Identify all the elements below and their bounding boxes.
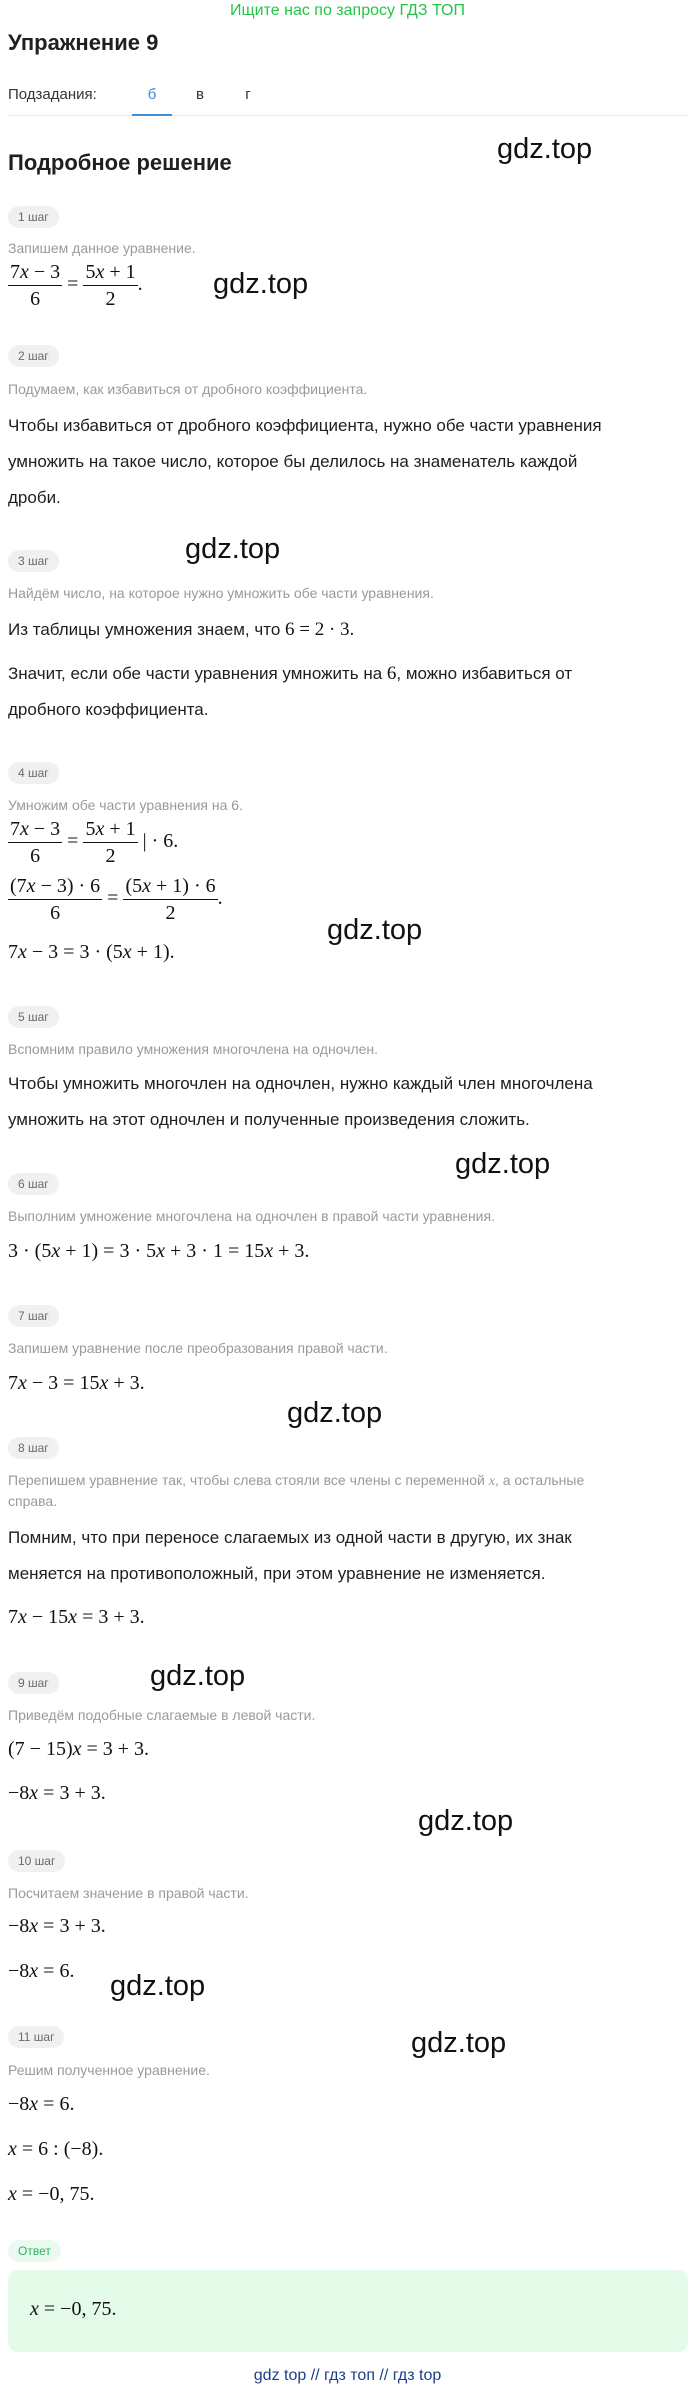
watermark: gdz.top xyxy=(455,1148,551,1180)
step-badge: 7 шаг xyxy=(8,1305,59,1327)
step-note-part: , а остальные xyxy=(494,1472,585,1488)
watermark: gdz.top xyxy=(418,1805,514,1837)
watermark: gdz.top xyxy=(411,2027,507,2059)
step-badge: 10 шаг xyxy=(8,1850,65,1872)
step-text: дроби. xyxy=(8,488,61,507)
watermark: gdz.top xyxy=(213,268,309,300)
equation: 3 · (5x + 1) = 3 · 5x + 3 · 1 = 15x + 3. xyxy=(8,1240,310,1262)
tab-g[interactable]: г xyxy=(245,86,251,103)
step-text: Помним, что при переносе слагаемых из одной части в другую, их знак xyxy=(8,1528,572,1547)
step-badge: 8 шаг xyxy=(8,1437,59,1459)
step-note: Найдём число, на которое нужно умножить обе части уравнения. xyxy=(8,585,434,601)
step-badge: 9 шаг xyxy=(8,1672,59,1694)
step-note: Умножим обе части уравнения на 6. xyxy=(8,797,243,813)
watermark: gdz.top xyxy=(497,133,593,165)
subtasks-label: Подзадания: xyxy=(8,86,97,103)
step-note: Вспомним правило умножения многочлена на одночлен. xyxy=(8,1041,379,1057)
step-badge: 2 шаг xyxy=(8,345,59,367)
equation: (7 − 15)x = 3 + 3. xyxy=(8,1738,150,1760)
answer-badge: Ответ xyxy=(8,2240,61,2262)
equation: $\frac{7x - 3}{6}$ = $\frac{5x + 1}{2}$ | · 6. xyxy=(10,818,179,867)
step-note: справа. xyxy=(8,1493,58,1509)
step-note: Решим полученное уравнение. xyxy=(8,2062,210,2078)
step-note: Запишем уравнение после преобразования правой части. xyxy=(8,1340,388,1356)
watermark: gdz.top xyxy=(287,1397,383,1429)
equation: −8x = 6. xyxy=(8,2093,75,2115)
step-note: Посчитаем значение в правой части. xyxy=(8,1885,249,1901)
answer-box xyxy=(8,2270,688,2352)
step-badge: 3 шаг xyxy=(8,550,59,572)
step-note-part: Перепишем уравнение так, чтобы слева стояли все члены с переменной xyxy=(8,1472,485,1488)
page-title: Упражнение 9 xyxy=(8,30,159,55)
watermark: gdz.top xyxy=(327,914,423,946)
step-note: Выполним умножение многочлена на одночлен в правой части уравнения. xyxy=(8,1208,495,1224)
watermark: gdz.top xyxy=(150,1660,246,1692)
subtasks-bar xyxy=(8,82,688,116)
step-text: Значит, если обе части уравнения умножить на 6, можно избавиться от xyxy=(8,663,573,684)
step-text: дробного коэффициента. xyxy=(8,700,209,719)
equation: 7x − 3 = 3 · (5x + 1). xyxy=(8,941,175,963)
step-text: Из таблицы умножения знаем, что 6 = 2 · 3. xyxy=(8,619,355,640)
step-text-part: , можно избавиться от xyxy=(396,664,573,683)
step-note: Приведём подобные слагаемые в левой части. xyxy=(8,1707,316,1723)
step-badge: 6 шаг xyxy=(8,1173,59,1195)
equation: x = 6 : (−8). xyxy=(8,2138,104,2160)
equation: −8x = 3 + 3. xyxy=(8,1782,106,1804)
tab-b[interactable]: б xyxy=(132,86,172,116)
step-text: меняется на противоположный, при этом уравнение не изменяется. xyxy=(8,1564,546,1583)
step-badge: 4 шаг xyxy=(8,762,59,784)
step-badge: 5 шаг xyxy=(8,1006,59,1028)
equation: 7x − 15x = 3 + 3. xyxy=(8,1606,145,1628)
step-text: Чтобы умножить многочлен на одночлен, нужно каждый член многочлена xyxy=(8,1074,593,1093)
footer-links[interactable]: gdz top // гдз топ // гдз top xyxy=(253,2367,442,2384)
step-note: Перепишем уравнение так, чтобы слева стояли все члены с переменной x, а остальные xyxy=(8,1472,585,1489)
step-text-part: Из таблицы умножения знаем, что xyxy=(8,620,281,639)
step-text-part: Значит, если обе части уравнения умножить на xyxy=(8,664,383,683)
step-text: умножить на этот одночлен и полученные произведения сложить. xyxy=(8,1110,530,1129)
equation: 7x − 3 = 15x + 3. xyxy=(8,1372,145,1394)
step-badge: 1 шаг xyxy=(8,206,59,228)
step-text: умножить на такое число, которое бы делилось на знаменатель каждой xyxy=(8,452,578,471)
step-text: Чтобы избавиться от дробного коэффициента, нужно обе части уравнения xyxy=(8,416,602,435)
step-note: Подумаем, как избавиться от дробного коэффициента. xyxy=(8,381,368,397)
step-badge: 11 шаг xyxy=(8,2026,64,2048)
equation: $\frac{(7x - 3) \cdot 6}{6}$ = $\frac{(5x + 1) \cdot 6}{2}$ . xyxy=(10,875,223,924)
watermark: gdz.top xyxy=(185,533,281,565)
equation: x = −0, 75. xyxy=(8,2183,95,2205)
search-banner[interactable]: Ищите нас по запросу ГДЗ ТОП xyxy=(230,2,465,19)
step-note: Запишем данное уравнение. xyxy=(8,240,196,256)
equation: $\frac{7x - 3}{6}$ = $\frac{5x + 1}{2}$ . xyxy=(10,261,143,310)
equation: −8x = 3 + 3. xyxy=(8,1915,106,1937)
answer-equation: x = −0, 75. xyxy=(30,2298,117,2320)
solution-heading: Подробное решение xyxy=(8,150,232,175)
equation: −8x = 6. xyxy=(8,1960,75,1982)
watermark: gdz.top xyxy=(110,1970,206,2002)
tab-v[interactable]: в xyxy=(196,86,204,103)
